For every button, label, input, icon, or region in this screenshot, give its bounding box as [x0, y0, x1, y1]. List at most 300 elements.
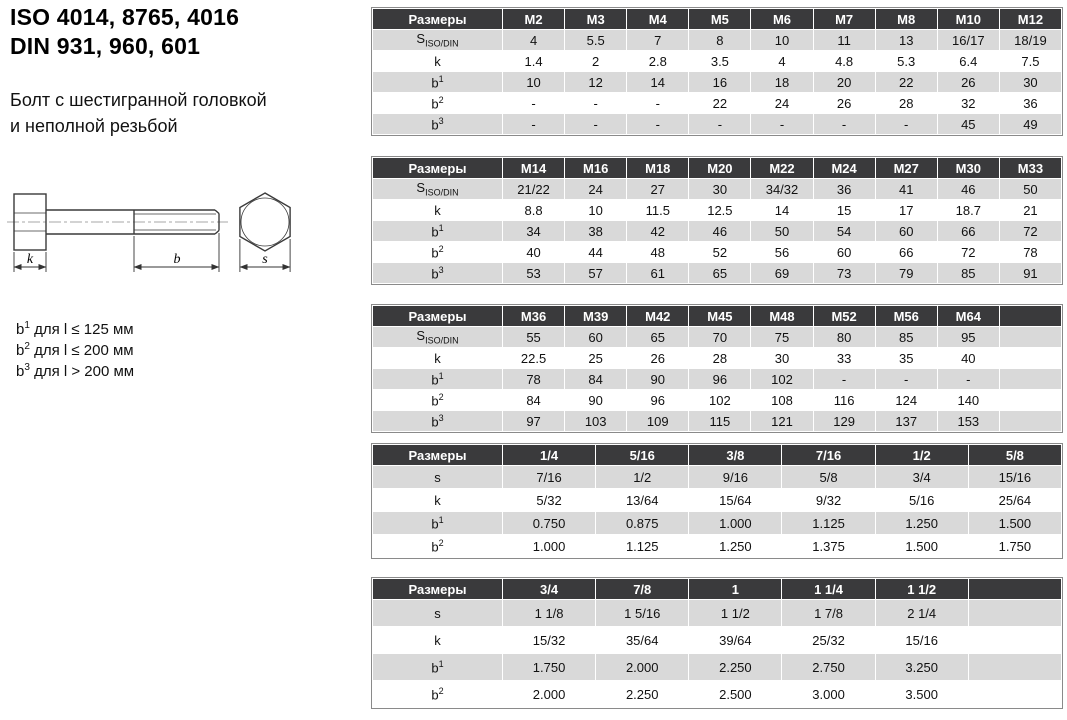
value-cell: -: [565, 93, 627, 114]
header-row: [373, 306, 1062, 327]
value-cell: 8: [689, 30, 751, 51]
value-cell: -: [937, 369, 999, 390]
value-cell: 22.5: [503, 348, 565, 369]
value-cell: 69: [751, 263, 813, 284]
row-label: k: [373, 51, 503, 72]
value-cell: 85: [937, 263, 999, 284]
value-cell: -: [503, 114, 565, 135]
size-column-header: M56: [875, 306, 937, 327]
value-cell: 115: [689, 411, 751, 432]
dimension-lines: [14, 233, 290, 272]
size-column-header: M30: [937, 158, 999, 179]
value-cell: 16: [689, 72, 751, 93]
value-cell: 5/16: [875, 489, 968, 512]
value-cell: 26: [813, 93, 875, 114]
size-column-header: M2: [503, 9, 565, 30]
value-cell: 57: [565, 263, 627, 284]
value-cell: 90: [627, 369, 689, 390]
row-label: s: [373, 600, 503, 627]
size-column-header: M14: [503, 158, 565, 179]
dimension-row: [373, 200, 1062, 221]
value-cell: 10: [565, 200, 627, 221]
dimension-row: [373, 72, 1062, 93]
row-label: $b^1$: [373, 369, 503, 390]
table-inch-large-sizes: [372, 578, 1062, 708]
header-row: [373, 9, 1062, 30]
dimension-row: [373, 411, 1062, 432]
size-column-header: 1/4: [503, 445, 596, 466]
value-cell: 28: [875, 93, 937, 114]
row-label: $b^3$: [373, 411, 503, 432]
thread-length-notes: [16, 320, 134, 383]
size-column-header: 7/16: [782, 445, 875, 466]
dim-label-s: s: [262, 252, 268, 267]
size-column-header: M6: [751, 9, 813, 30]
value-cell: 44: [565, 242, 627, 263]
value-cell: 72: [937, 242, 999, 263]
size-column-header: M39: [565, 306, 627, 327]
value-cell: 1.250: [875, 512, 968, 535]
row-label: $b^1$: [373, 221, 503, 242]
empty-column-header: [968, 579, 1061, 600]
size-column-header: 5/16: [596, 445, 689, 466]
dimension-row: [373, 512, 1062, 535]
value-cell: 1.750: [503, 654, 596, 681]
row-label: k: [373, 200, 503, 221]
value-cell: 15/32: [503, 627, 596, 654]
note-b1-sup: 1: [24, 320, 30, 331]
value-cell: 11.5: [627, 200, 689, 221]
table-metric-m2-m12: [372, 8, 1062, 135]
header-row: [373, 158, 1062, 179]
value-cell: 2.500: [689, 681, 782, 708]
value-cell: 25/64: [968, 489, 1061, 512]
value-cell: [968, 681, 1061, 708]
value-cell: 3/4: [875, 466, 968, 489]
dimension-row: [373, 535, 1062, 558]
value-cell: 54: [813, 221, 875, 242]
value-cell: 140: [937, 390, 999, 411]
value-cell: 16/17: [937, 30, 999, 51]
value-cell: 18.7: [937, 200, 999, 221]
value-cell: 55: [503, 327, 565, 348]
value-cell: 52: [689, 242, 751, 263]
table-metric-m36-m64: [372, 305, 1062, 432]
value-cell: 11: [813, 30, 875, 51]
value-cell: 1 1/2: [689, 600, 782, 627]
value-cell: 1.4: [503, 51, 565, 72]
value-cell: 18: [751, 72, 813, 93]
value-cell: 2.8: [627, 51, 689, 72]
value-cell: -: [813, 369, 875, 390]
size-column-header: M3: [565, 9, 627, 30]
value-cell: 10: [751, 30, 813, 51]
corner-header: Размеры: [373, 158, 503, 179]
dim-label-k: k: [26, 252, 34, 267]
value-cell: -: [503, 93, 565, 114]
value-cell: 1.500: [968, 512, 1061, 535]
value-cell: 85: [875, 327, 937, 348]
value-cell: 102: [689, 390, 751, 411]
row-label: $S_{ISO/DIN}$: [373, 179, 503, 200]
note-b2-sup: 2: [24, 341, 30, 352]
dimension-row: [373, 348, 1062, 369]
value-cell: 21/22: [503, 179, 565, 200]
value-cell: 15: [813, 200, 875, 221]
size-column-header: 1/2: [875, 445, 968, 466]
row-label: s: [373, 466, 503, 489]
value-cell: 1/2: [596, 466, 689, 489]
value-cell: [999, 369, 1061, 390]
row-label: $b^1$: [373, 654, 503, 681]
value-cell: 60: [875, 221, 937, 242]
size-column-header: M52: [813, 306, 875, 327]
value-cell: 14: [751, 200, 813, 221]
value-cell: 121: [751, 411, 813, 432]
value-cell: 4.8: [813, 51, 875, 72]
row-label: $b^2$: [373, 93, 503, 114]
size-column-header: M8: [875, 9, 937, 30]
value-cell: 28: [689, 348, 751, 369]
size-column-header: M22: [751, 158, 813, 179]
value-cell: 33: [813, 348, 875, 369]
value-cell: 108: [751, 390, 813, 411]
value-cell: [968, 627, 1061, 654]
value-cell: 0.875: [596, 512, 689, 535]
value-cell: 1 1/8: [503, 600, 596, 627]
value-cell: 25/32: [782, 627, 875, 654]
din-standards-title: DIN 931, 960, 601: [10, 33, 201, 59]
value-cell: [999, 390, 1061, 411]
value-cell: 3.250: [875, 654, 968, 681]
dimension-row: [373, 242, 1062, 263]
hex-end-view: [240, 193, 290, 251]
value-cell: 41: [875, 179, 937, 200]
value-cell: 96: [689, 369, 751, 390]
value-cell: 1.000: [503, 535, 596, 558]
row-label: $S_{ISO/DIN}$: [373, 327, 503, 348]
value-cell: 1 5/16: [596, 600, 689, 627]
value-cell: 48: [627, 242, 689, 263]
size-column-header: M7: [813, 9, 875, 30]
row-label: k: [373, 348, 503, 369]
value-cell: -: [875, 114, 937, 135]
value-cell: 12: [565, 72, 627, 93]
value-cell: -: [751, 114, 813, 135]
value-cell: 14: [627, 72, 689, 93]
value-cell: 72: [999, 221, 1061, 242]
row-label: $b^1$: [373, 72, 503, 93]
header-row: [373, 445, 1062, 466]
size-column-header: M20: [689, 158, 751, 179]
value-cell: 70: [689, 327, 751, 348]
value-cell: 2.000: [596, 654, 689, 681]
value-cell: 65: [627, 327, 689, 348]
value-cell: 103: [565, 411, 627, 432]
dimension-row: [373, 263, 1062, 284]
dimension-row: [373, 489, 1062, 512]
value-cell: 3.5: [689, 51, 751, 72]
value-cell: 1.375: [782, 535, 875, 558]
value-cell: 17: [875, 200, 937, 221]
value-cell: 73: [813, 263, 875, 284]
value-cell: 13/64: [596, 489, 689, 512]
value-cell: 78: [999, 242, 1061, 263]
value-cell: 35/64: [596, 627, 689, 654]
value-cell: 1.750: [968, 535, 1061, 558]
dimension-row: [373, 179, 1062, 200]
value-cell: 20: [813, 72, 875, 93]
bolt-technical-drawing: [6, 188, 306, 288]
value-cell: 18/19: [999, 30, 1061, 51]
value-cell: 3.500: [875, 681, 968, 708]
value-cell: 40: [937, 348, 999, 369]
value-cell: 84: [503, 390, 565, 411]
dimension-row: [373, 466, 1062, 489]
note-b3: [16, 362, 134, 383]
dimension-row: [373, 327, 1062, 348]
value-cell: 36: [813, 179, 875, 200]
value-cell: 7/16: [503, 466, 596, 489]
row-label: $b^2$: [373, 390, 503, 411]
value-cell: 97: [503, 411, 565, 432]
value-cell: 9/32: [782, 489, 875, 512]
value-cell: -: [565, 114, 627, 135]
value-cell: 79: [875, 263, 937, 284]
row-label: $b^3$: [373, 263, 503, 284]
row-label: $S_{ISO/DIN}$: [373, 30, 503, 51]
note-b2: [16, 341, 134, 362]
value-cell: 60: [813, 242, 875, 263]
size-column-header: M45: [689, 306, 751, 327]
value-cell: 53: [503, 263, 565, 284]
size-column-header: 7/8: [596, 579, 689, 600]
value-cell: 2.000: [503, 681, 596, 708]
value-cell: 15/64: [689, 489, 782, 512]
value-cell: 36: [999, 93, 1061, 114]
value-cell: 56: [751, 242, 813, 263]
value-cell: 102: [751, 369, 813, 390]
table-metric-m14-m33: [372, 157, 1062, 284]
value-cell: 2: [565, 51, 627, 72]
value-cell: 75: [751, 327, 813, 348]
value-cell: 5.3: [875, 51, 937, 72]
size-column-header: M42: [627, 306, 689, 327]
dimension-row: [373, 369, 1062, 390]
size-column-header: M48: [751, 306, 813, 327]
value-cell: 129: [813, 411, 875, 432]
value-cell: 34: [503, 221, 565, 242]
value-cell: 124: [875, 390, 937, 411]
value-cell: 66: [937, 221, 999, 242]
note-b1: [16, 320, 134, 341]
dimension-row: [373, 390, 1062, 411]
size-column-header: M10: [937, 9, 999, 30]
dim-label-b: b: [173, 252, 181, 267]
value-cell: 3.000: [782, 681, 875, 708]
value-cell: 26: [937, 72, 999, 93]
value-cell: 137: [875, 411, 937, 432]
row-label: $b^1$: [373, 512, 503, 535]
value-cell: 91: [999, 263, 1061, 284]
size-column-header: M5: [689, 9, 751, 30]
value-cell: 5/8: [782, 466, 875, 489]
value-cell: 30: [999, 72, 1061, 93]
corner-header: Размеры: [373, 9, 503, 30]
header-row: [373, 579, 1062, 600]
value-cell: 7.5: [999, 51, 1061, 72]
value-cell: 78: [503, 369, 565, 390]
note-b3-text: для l > 200 мм: [29, 363, 135, 380]
value-cell: 0.750: [503, 512, 596, 535]
value-cell: 26: [627, 348, 689, 369]
size-column-header: 1: [689, 579, 782, 600]
value-cell: 50: [999, 179, 1061, 200]
corner-header: Размеры: [373, 445, 503, 466]
note-b1-text: для l ≤ 125 мм: [29, 321, 134, 338]
value-cell: 9/16: [689, 466, 782, 489]
value-cell: 32: [937, 93, 999, 114]
value-cell: 22: [875, 72, 937, 93]
empty-column-header: [999, 306, 1061, 327]
value-cell: 109: [627, 411, 689, 432]
value-cell: 6.4: [937, 51, 999, 72]
note-b3-symbol: b: [16, 363, 25, 380]
value-cell: 7: [627, 30, 689, 51]
value-cell: 5.5: [565, 30, 627, 51]
row-label: $b^3$: [373, 114, 503, 135]
value-cell: 12.5: [689, 200, 751, 221]
value-cell: 13: [875, 30, 937, 51]
value-cell: 5/32: [503, 489, 596, 512]
dimension-row: [373, 93, 1062, 114]
value-cell: 2.250: [596, 681, 689, 708]
value-cell: 1.125: [596, 535, 689, 558]
value-cell: 1.500: [875, 535, 968, 558]
note-b3-sup: 3: [24, 362, 30, 373]
value-cell: 39/64: [689, 627, 782, 654]
note-b1-symbol: b: [16, 321, 25, 338]
dimension-row: [373, 681, 1062, 708]
value-cell: 15/16: [968, 466, 1061, 489]
size-column-header: M24: [813, 158, 875, 179]
value-cell: 1.250: [689, 535, 782, 558]
value-cell: 1.125: [782, 512, 875, 535]
value-cell: 4: [751, 51, 813, 72]
value-cell: 80: [813, 327, 875, 348]
value-cell: 22: [689, 93, 751, 114]
bolt-description-line2: и неполной резьбой: [10, 116, 178, 136]
value-cell: 8.8: [503, 200, 565, 221]
value-cell: [999, 327, 1061, 348]
value-cell: 46: [689, 221, 751, 242]
value-cell: 96: [627, 390, 689, 411]
value-cell: [999, 411, 1061, 432]
value-cell: 1 7/8: [782, 600, 875, 627]
value-cell: 34/32: [751, 179, 813, 200]
row-label: $b^2$: [373, 681, 503, 708]
value-cell: 35: [875, 348, 937, 369]
value-cell: 25: [565, 348, 627, 369]
value-cell: 65: [689, 263, 751, 284]
value-cell: 50: [751, 221, 813, 242]
value-cell: 2.750: [782, 654, 875, 681]
corner-header: Размеры: [373, 579, 503, 600]
size-column-header: M12: [999, 9, 1061, 30]
value-cell: 21: [999, 200, 1061, 221]
bolt-description-line1: Болт с шестигранной головкой: [10, 90, 267, 110]
note-b2-text: для l ≤ 200 мм: [29, 342, 134, 359]
corner-header: Размеры: [373, 306, 503, 327]
size-column-header: 5/8: [968, 445, 1061, 466]
value-cell: 116: [813, 390, 875, 411]
row-label: $b^2$: [373, 242, 503, 263]
value-cell: [968, 654, 1061, 681]
dimension-row: [373, 221, 1062, 242]
value-cell: -: [627, 93, 689, 114]
value-cell: 61: [627, 263, 689, 284]
value-cell: 90: [565, 390, 627, 411]
value-cell: 30: [689, 179, 751, 200]
value-cell: 40: [503, 242, 565, 263]
value-cell: [999, 348, 1061, 369]
value-cell: 27: [627, 179, 689, 200]
row-label: k: [373, 627, 503, 654]
size-column-header: 1 1/4: [782, 579, 875, 600]
value-cell: 42: [627, 221, 689, 242]
value-cell: 1.000: [689, 512, 782, 535]
size-column-header: M18: [627, 158, 689, 179]
value-cell: 66: [875, 242, 937, 263]
dimension-row: [373, 654, 1062, 681]
value-cell: 95: [937, 327, 999, 348]
value-cell: -: [689, 114, 751, 135]
value-cell: 15/16: [875, 627, 968, 654]
dimension-row: [373, 51, 1062, 72]
value-cell: 2 1/4: [875, 600, 968, 627]
size-column-header: 3/4: [503, 579, 596, 600]
note-b2-symbol: b: [16, 342, 25, 359]
value-cell: 10: [503, 72, 565, 93]
value-cell: 30: [751, 348, 813, 369]
size-column-header: M4: [627, 9, 689, 30]
size-column-header: 1 1/2: [875, 579, 968, 600]
dimension-row: [373, 114, 1062, 135]
dimension-row: [373, 600, 1062, 627]
value-cell: [968, 600, 1061, 627]
dimension-row: [373, 30, 1062, 51]
value-cell: 38: [565, 221, 627, 242]
value-cell: 24: [565, 179, 627, 200]
size-column-header: M27: [875, 158, 937, 179]
value-cell: -: [627, 114, 689, 135]
value-cell: 4: [503, 30, 565, 51]
iso-standards-title: ISO 4014, 8765, 4016: [10, 4, 240, 30]
size-column-header: M33: [999, 158, 1061, 179]
value-cell: 46: [937, 179, 999, 200]
value-cell: 153: [937, 411, 999, 432]
value-cell: 45: [937, 114, 999, 135]
size-column-header: 3/8: [689, 445, 782, 466]
dimension-row: [373, 627, 1062, 654]
table-inch-small-sizes: [372, 444, 1062, 558]
size-column-header: M16: [565, 158, 627, 179]
value-cell: 24: [751, 93, 813, 114]
row-label: $b^2$: [373, 535, 503, 558]
size-column-header: M36: [503, 306, 565, 327]
value-cell: 60: [565, 327, 627, 348]
value-cell: -: [813, 114, 875, 135]
